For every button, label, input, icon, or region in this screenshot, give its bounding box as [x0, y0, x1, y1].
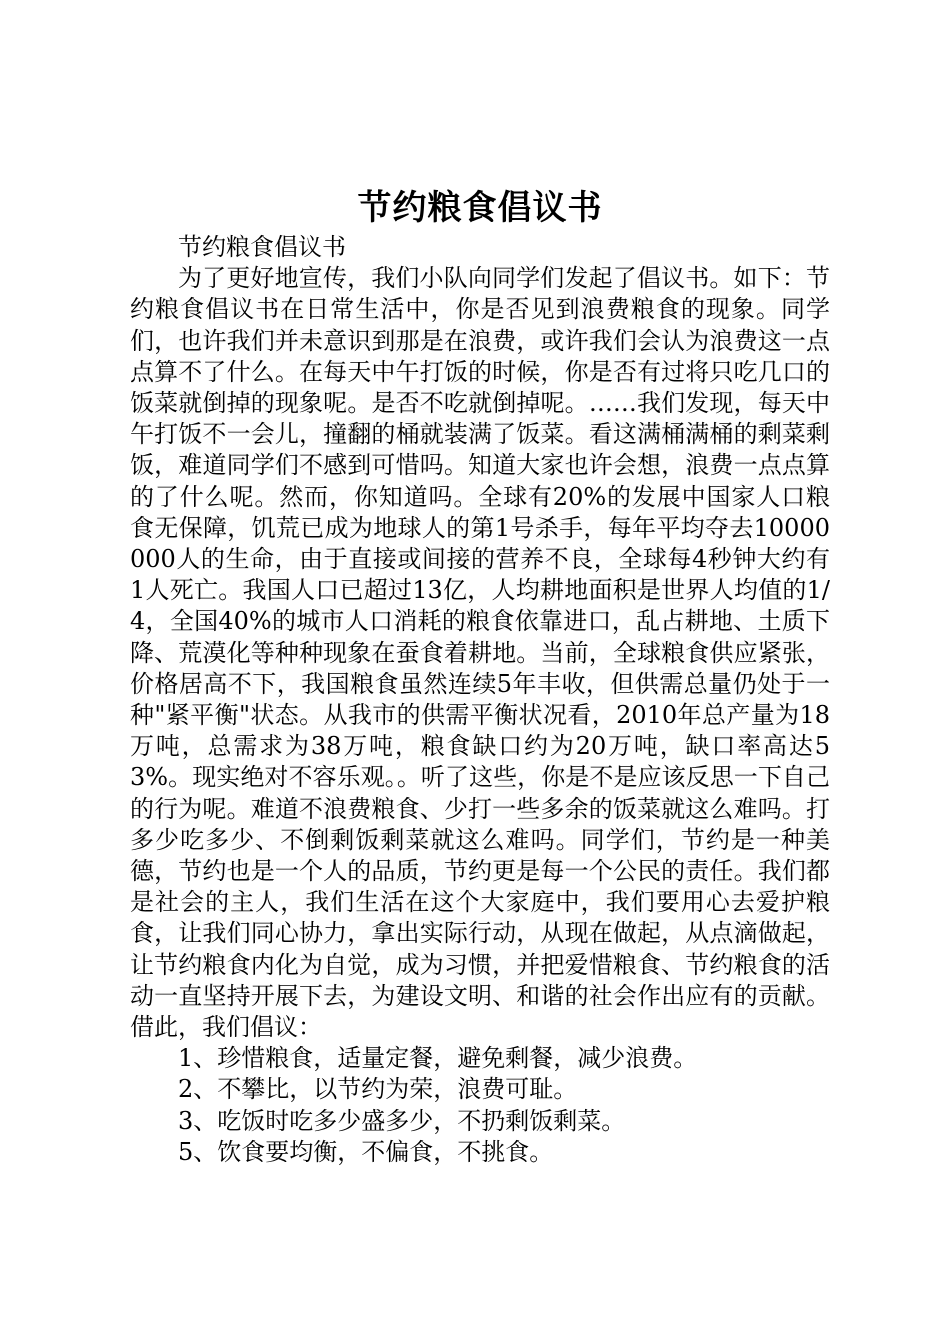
document-body	[130, 232, 830, 1168]
subtitle-line: 节约粮食倡议书	[178, 233, 346, 261]
document-title: 节约粮食倡议书	[357, 188, 603, 228]
main-paragraph: 为了更好地宣传，我们小队向同学们发起了倡议书。如下：节约粮食倡议书在日常生活中，你是否见到浪费粮食的现象。同学们，也许我们并未意识到那是在浪费，或许我们会认为浪费这一点点算不了什么。在每天中午打饭的时候，你是否有过将只吃几口的饭菜就倒掉的现象呢。是否不吃就倒掉呢。……我们发现，每天中午打饭不一会儿，撞翻的桶就装满了饭菜。看这满桶满桶的剩菜剩饭，难道同学们不感到可惜吗。知道大家也许会想，浪费一点点算的了什么呢。然而，你知道吗。全球有20%的发展中国家人口粮食无保障，饥荒已成为地球人的第1号杀手，每年平均夺去10000000人的生命，由于直接或间接的营养不良，全球每4秒钟大约有1人死亡。我国人口已超过13亿，人均耕地面积是世界人均值的1/4，全国40%的城市人口消耗的粮食依靠进口，乱占耕地、土质下降、荒漠化等种种现象在蚕食着耕地。当前，全球粮食供应紧张，价格居高不下，我国粮食虽然连续5年丰收，但供需总量仍处于一种"紧平衡"状态。从我市的供需平衡状况看，2010年总产量为18万吨，总需求为38万吨，粮食缺口约为20万吨，缺口率高达53%。现实绝对不容乐观。。听了这些，你是不是应该反思一下自己的行为呢。难道不浪费粮食、少打一些多余的饭菜就这么难吗。打多少吃多少、不倒剩饭剩菜就这么难吗。同学们，节约是一种美德，节约也是一个人的品质，节约更是每一个公民的责任。我们都是社会的主人，我们生活在这个大家庭中，我们要用心去爱护粮食，让我们同心协力，拿出实际行动，从现在做起，从点滴做起，让节约粮食内化为自觉，成为习惯，并把爱惜粮食、节约粮食的活动一直坚持开展下去，为建设文明、和谐的社会作出应有的贡献。借此，我们倡议：	[130, 264, 830, 1042]
document-page	[130, 0, 830, 1344]
proposal-item: 2、不攀比，以节约为荣，浪费可耻。	[178, 1075, 578, 1104]
proposal-item: 1、珍惜粮食，适量定餐，避免剩餐，减少浪费。	[178, 1044, 698, 1073]
proposal-item: 3、吃饭时吃多少盛多少，不扔剩饭剩菜。	[178, 1106, 626, 1135]
proposal-item: 5、饮食要均衡，不偏食，不挑食。	[178, 1137, 554, 1166]
